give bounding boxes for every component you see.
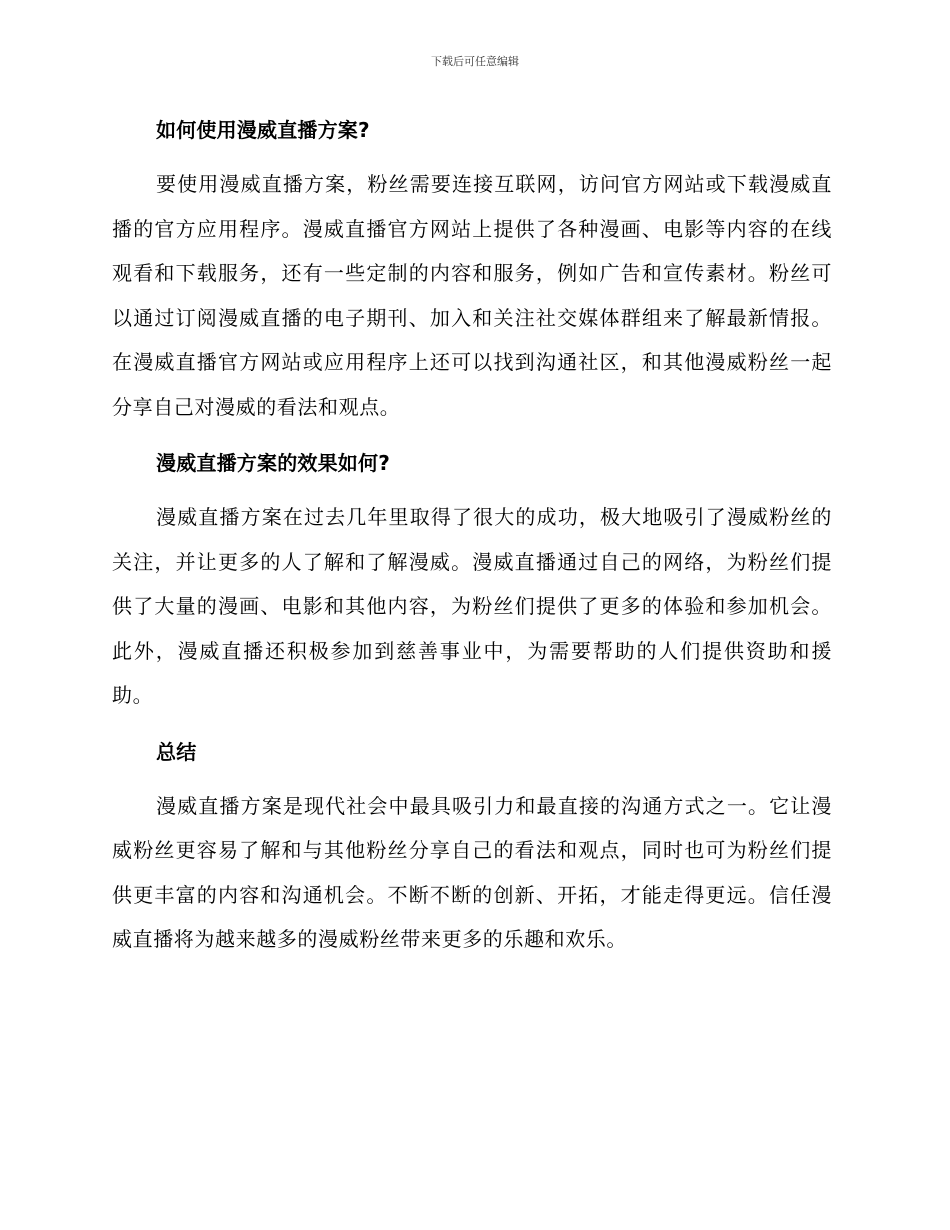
section-heading-usage: 如何使用漫威直播方案? <box>156 118 370 142</box>
section-paragraph-summary: 漫威直播方案是现代社会中最具吸引力和最直接的沟通方式之一。它让漫威粉丝更容易了解和与其他粉丝分享自己的看法和观点，同时也可为粉丝们提供更丰富的内容和沟通机会。不断不断的创新、开拓，才能走得更远。信任漫威直播将为越来越多的漫威粉丝带来更多的乐趣和欢乐。 <box>112 793 832 951</box>
header-note: 下载后可任意编辑 <box>431 55 519 68</box>
section-paragraph-usage: 要使用漫威直播方案，粉丝需要连接互联网，访问官方网站或下载漫威直播的官方应用程序。漫威直播官方网站上提供了各种漫画、电影等内容的在线观看和下载服务，还有一些定制的内容和服务，例如广告和宣传素材。粉丝可以通过订阅漫威直播的电子期刊、加入和关注社交媒体群组来了解最新情报。在漫威直播官方网站或应用程序上还可以找到沟通社区，和其他漫威粉丝一起分享自己对漫威的看法和观点。 <box>112 172 832 419</box>
section-heading-effect: 漫威直播方案的效果如何? <box>156 451 391 475</box>
section-heading-summary: 总结 <box>156 739 197 764</box>
section-paragraph-effect: 漫威直播方案在过去几年里取得了很大的成功，极大地吸引了漫威粉丝的关注，并让更多的人了解和了解漫威。漫威直播通过自己的网络，为粉丝们提供了大量的漫画、电影和其他内容，为粉丝们提供了更多的体验和参加机会。此外，漫威直播还积极参加到慈善事业中，为需要帮助的人们提供资助和援助。 <box>112 505 832 707</box>
document-body <box>112 108 832 962</box>
